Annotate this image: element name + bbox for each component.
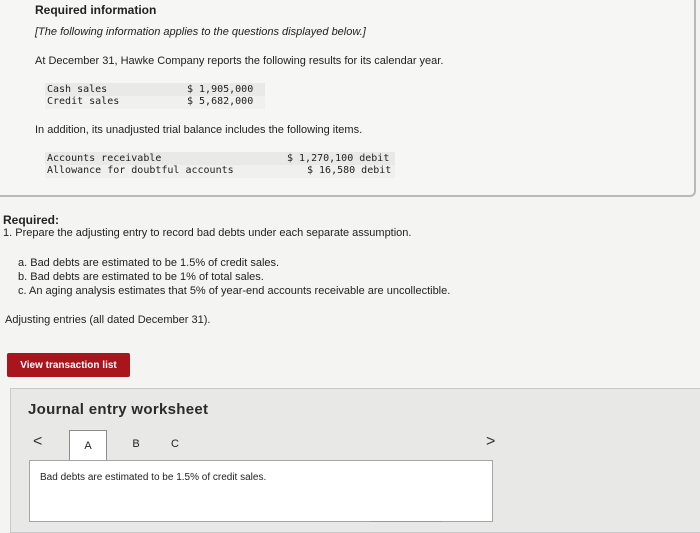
cash-sales-label: Cash sales: [47, 84, 108, 95]
option-b: b. Bad debts are estimated to be 1% of total sales.: [18, 271, 264, 283]
panel-text: Bad debts are estimated to be 1.5% of credit sales.: [40, 472, 267, 483]
accounts-receivable-label: Accounts receivable: [47, 153, 162, 164]
required-information-box: [0, 0, 696, 197]
accounts-receivable-value: $ 1,270,100 debit: [287, 153, 390, 164]
journal-entry-worksheet: [10, 388, 700, 533]
tab-a[interactable]: A: [69, 430, 107, 460]
prev-arrow-icon[interactable]: <: [33, 433, 43, 450]
option-a: a. Bad debts are estimated to be 1.5% of credit sales.: [18, 257, 280, 269]
cash-sales-value: $ 1,905,000: [187, 84, 254, 95]
required-heading: Required:: [3, 213, 60, 227]
required-item-1: 1. Prepare the adjusting entry to record bad debts under each separate assumption.: [3, 227, 412, 239]
tab-b[interactable]: B: [132, 438, 140, 450]
worksheet-panel: [29, 460, 493, 522]
info-intro: At December 31, Hawke Company reports the following results for its calendar year.: [35, 55, 444, 67]
next-arrow-icon[interactable]: >: [486, 433, 496, 450]
adjusting-entries-note: Adjusting entries (all dated December 31).: [5, 314, 211, 326]
info-heading: Required information: [35, 3, 157, 17]
option-c: c. An aging analysis estimates that 5% of year-end accounts receivable are uncollectible.: [18, 285, 451, 297]
worksheet-title: Journal entry worksheet: [28, 401, 209, 418]
trial-intro: In addition, its unadjusted trial balance includes the following items.: [35, 124, 363, 136]
info-note: [The following information applies to the questions displayed below.]: [35, 26, 366, 38]
allowance-value: $ 16,580 debit: [307, 165, 392, 176]
bottom-edge-divider: [370, 521, 442, 532]
tab-c[interactable]: C: [171, 438, 179, 450]
allowance-label: Allowance for doubtful accounts: [47, 165, 234, 176]
credit-sales-value: $ 5,682,000: [187, 96, 254, 107]
credit-sales-label: Credit sales: [47, 96, 120, 107]
view-transaction-list-button[interactable]: View transaction list: [7, 353, 130, 377]
